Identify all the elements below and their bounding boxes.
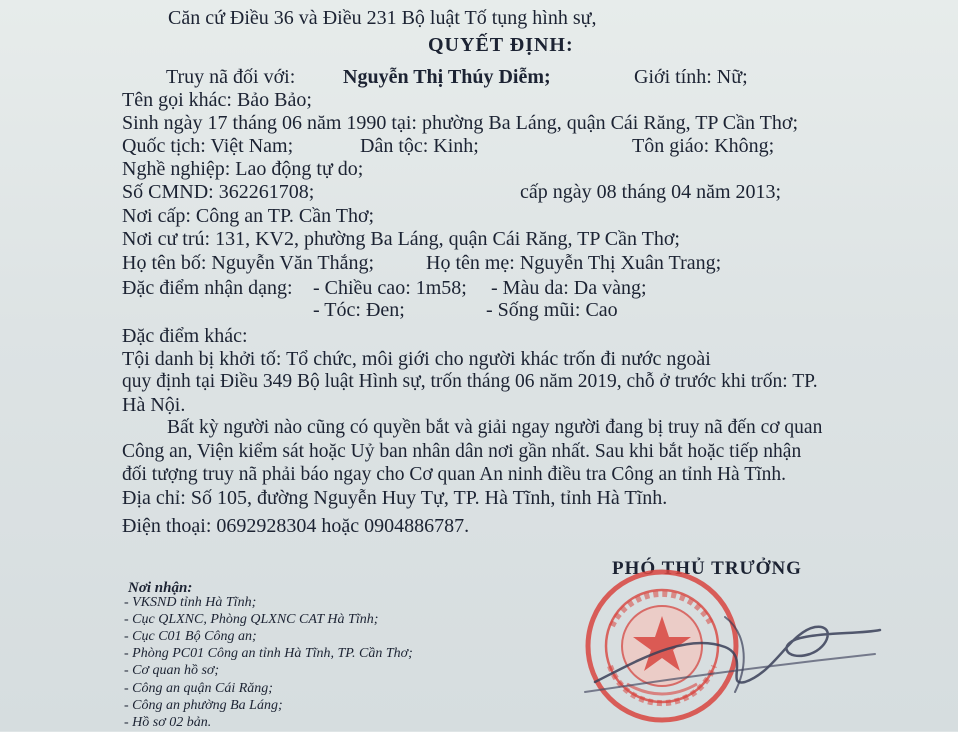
recipient-item: - Hồ sơ 02 bản. [124, 715, 212, 730]
notice-line-2: Công an, Viện kiểm sát hoặc Uỷ ban nhân dân nơi gần nhất. Sau khi bắt hoặc tiếp nhận [122, 441, 802, 462]
crime-line-1: Tội danh bị khởi tố: Tổ chức, môi giới cho người khác trốn đi nước ngoài [122, 348, 711, 370]
recipient-item: - Công an quận Cái Răng; [124, 681, 273, 696]
feature-nose: - Sống mũi: Cao [486, 299, 618, 321]
recipient-item: - Cơ quan hồ sơ; [124, 663, 220, 678]
nationality: Quốc tịch: Việt Nam; [122, 135, 294, 157]
religion: Tôn giáo: Không; [632, 135, 775, 157]
wanted-name: Nguyễn Thị Thúy Diễm; [343, 66, 551, 88]
notice-line-3: đối tượng truy nã phải báo ngay cho Cơ quan An ninh điều tra Công an tỉnh Hà Tĩnh. [122, 464, 786, 485]
feature-hair: - Tóc: Đen; [313, 299, 405, 321]
document-title: QUYẾT ĐỊNH: [428, 34, 574, 56]
id-number: Số CMND: 362261708; [122, 181, 315, 203]
occupation: Nghề nghiệp: Lao động tự do; [122, 158, 364, 180]
recipient-item: - VKSND tỉnh Hà Tĩnh; [124, 595, 257, 610]
id-issue-date: cấp ngày 08 tháng 04 năm 2013; [520, 181, 782, 203]
gender: Giới tính: Nữ; [634, 66, 748, 88]
recipient-item: - Cục C01 Bộ Công an; [124, 629, 257, 644]
crime-line-3: Hà Nội. [122, 394, 186, 416]
mother-name: Họ tên mẹ: Nguyễn Thị Xuân Trang; [426, 252, 722, 274]
feature-height: - Chiều cao: 1m58; [313, 277, 467, 299]
wanted-label: Truy nã đối với: [166, 66, 296, 88]
other-features: Đặc điểm khác: [122, 325, 248, 347]
handwritten-signature [575, 592, 885, 712]
birth-info: Sinh ngày 17 tháng 06 năm 1990 tại: phường Ba Láng, quận Cái Răng, TP Cần Thơ; [122, 112, 799, 134]
recipient-item: - Phòng PC01 Công an tỉnh Hà Tĩnh, TP. Cần Thơ; [124, 646, 413, 661]
crime-line-2: quy định tại Điều 349 Bộ luật Hình sự, trốn tháng 06 năm 2019, chỗ ở trước khi trốn: TP. [122, 371, 818, 392]
recipients-title: Nơi nhận: [128, 580, 193, 596]
alias: Tên gọi khác: Bảo Bảo; [122, 89, 312, 111]
recipient-item: - Công an phường Ba Láng; [124, 698, 283, 713]
contact-phone: Điện thoại: 0692928304 hoặc 0904886787. [122, 515, 470, 537]
signer-title: PHÓ THỦ TRƯỞNG [612, 558, 802, 579]
contact-address: Địa chỉ: Số 105, đường Nguyễn Huy Tự, TP. Hà Tĩnh, tỉnh Hà Tĩnh. [122, 487, 668, 509]
id-issued-by: Nơi cấp: Công an TP. Cần Thơ; [122, 205, 375, 227]
ethnicity: Dân tộc: Kinh; [360, 135, 479, 157]
features-label: Đặc điểm nhận dạng: [122, 277, 293, 299]
feature-skin: - Màu da: Da vàng; [491, 277, 647, 299]
residence: Nơi cư trú: 131, KV2, phường Ba Láng, quận Cái Răng, TP Cần Thơ; [122, 228, 680, 250]
notice-line-1: Bất kỳ người nào cũng có quyền bắt và giải ngay người đang bị truy nã đến cơ quan [167, 417, 823, 438]
legal-basis: Căn cứ Điều 36 và Điều 231 Bộ luật Tố tụng hình sự, [168, 7, 597, 29]
recipient-item: - Cục QLXNC, Phòng QLXNC CAT Hà Tĩnh; [124, 612, 379, 627]
father-name: Họ tên bố: Nguyễn Văn Thắng; [122, 252, 375, 274]
